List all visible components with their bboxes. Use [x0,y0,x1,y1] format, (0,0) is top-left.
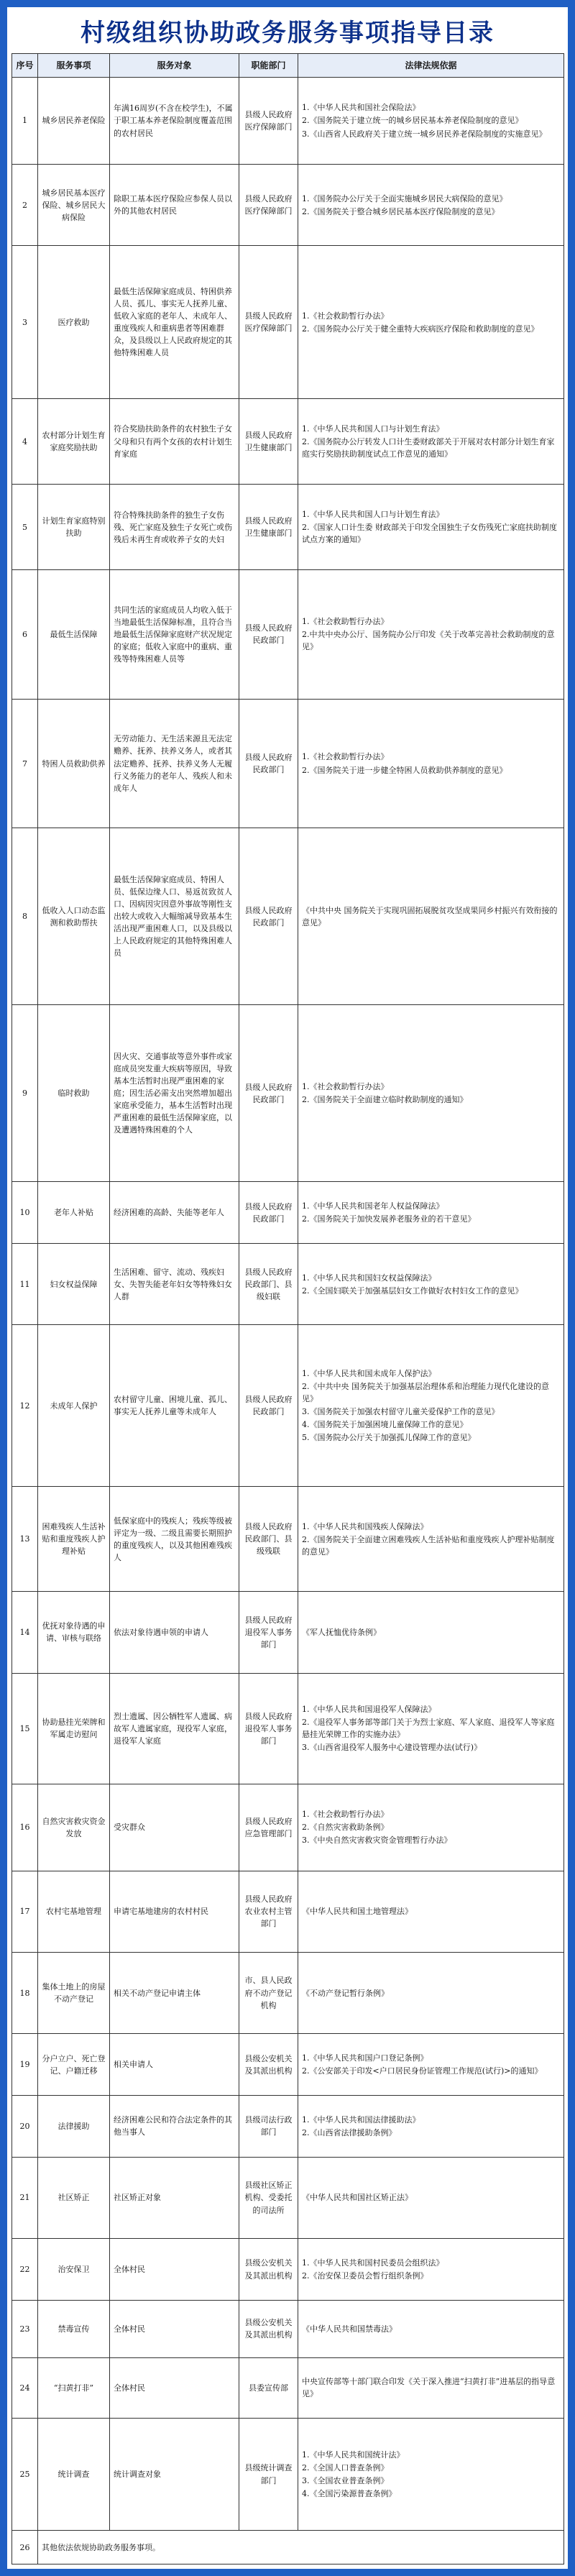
table-row [12,399,564,485]
row-target: 最低生活保障家庭成员、特困供养人员、孤儿、事实无人抚养儿童、低收入家庭的老年人、未成年人、重度残疾人和重病患者等困难群众，及县级以上人民政府规定的其他特殊困难人员 [110,246,239,399]
row-target: 全体村民 [110,2357,239,2418]
law-entry: 1.《中华人民共和国人口与计划生育法》 [302,510,444,520]
law-entry: 1.《社会救助暂行办法》 [302,617,389,627]
table-row [12,1871,564,1952]
table-row [12,1952,564,2033]
law-entry: 2.《自然灾害救助条例》 [302,1823,389,1833]
law-entry: 《中华人民共和国土地管理法》 [302,1907,413,1917]
row-item: 困难残疾人生活补贴和重度残疾人护理补贴 [38,1486,110,1591]
row-item: 禁毒宣传 [38,2300,110,2357]
header-laws: 法律法规依据 [298,54,564,78]
table-row [12,2300,564,2357]
row-laws [298,399,564,485]
row-target: 统计调查对象 [110,2418,239,2530]
row-laws [298,2096,564,2158]
table-row [12,1325,564,1486]
row-item: 农村部分计划生育家庭奖励扶助 [38,399,110,485]
row-laws [298,1952,564,2033]
row-target: 依法对象待遇申领的申请人 [110,1592,239,1673]
law-entry: 《中华人民共和国社区矫正法》 [302,2193,413,2203]
row-dept: 县级人民政府民政部门 [239,1325,298,1486]
row-no: 24 [12,2357,38,2418]
row-laws [298,485,564,570]
row-item: 老年人补贴 [38,1182,110,1244]
row-target: 生活困难、留守、流动、残疾妇女、失智失能老年妇女等特殊妇女人群 [110,1244,239,1325]
row-laws [298,2034,564,2096]
law-entry: 1.《中华人民共和国妇女权益保障法》 [302,1273,436,1283]
row-no: 5 [12,485,38,570]
row-target: 低保家庭中的残疾人；残疾等级被评定为一级、二级且需要长期照护的重度残疾人，以及其他困难残疾人 [110,1486,239,1591]
law-entry: 1.《国务院办公厅关于全面实施城乡居民大病保险的意见》 [302,193,507,203]
row-no: 19 [12,2034,38,2096]
law-entry: 《不动产登记暂行条例》 [302,1988,389,1998]
row-dept: 县级司法行政部门 [239,2096,298,2158]
law-entry: 2.《中共中央 国务院关于加强基层治理体系和治理能力现代化建设的意见》 [302,1382,549,1404]
law-entry: 中央宣传部等十部门联合印发《关于深入推进“扫黄打非”进基层的指导意见》 [302,2377,556,2399]
row-dept: 县级公安机关及其派出机构 [239,2300,298,2357]
row-laws [298,570,564,700]
law-entry: 3.《山西省退役军人服务中心建设管理办法(试行)》 [302,1743,482,1753]
law-entry: 2.《国务院关于建立统一的城乡居民基本养老保险制度的意见》 [302,116,523,126]
row-laws [298,828,564,1005]
row-laws [298,699,564,828]
row-no: 13 [12,1486,38,1591]
row-dept: 县级人民政府医疗保障部门 [239,78,298,165]
row-no: 23 [12,2300,38,2357]
row-no: 16 [12,1784,38,1871]
row-dept: 县级公安机关及其派出机构 [239,2239,298,2301]
header-item: 服务事项 [38,54,110,78]
row-no: 14 [12,1592,38,1673]
row-dept: 县级人民政府退役军人事务部门 [239,1592,298,1673]
row-target: 共同生活的家庭成员人均收入低于当地最低生活保障标准，且符合当地最低生活保障家庭财产状况规定的家庭；低收入家庭中的重病、重残等特殊困难人员等 [110,570,239,700]
row-laws [298,78,564,165]
row-item: 计划生育家庭特别扶助 [38,485,110,570]
row-dept: 县级人民政府农业农村主管部门 [239,1871,298,1952]
row-dept: 市、县人民政府不动产登记机构 [239,1952,298,2033]
document-frame [7,7,568,2569]
row-item: “扫黄打非” [38,2357,110,2418]
footer-no: 26 [12,2531,38,2564]
law-entry: 1.《社会救助暂行办法》 [302,1810,389,1820]
header-dept: 职能部门 [239,54,298,78]
row-item: 农村宅基地管理 [38,1871,110,1952]
table-row [12,165,564,246]
row-laws [298,2357,564,2418]
table-row [12,2239,564,2301]
row-item: 低收入人口动态监测和救助帮扶 [38,828,110,1005]
law-entry: 3.《全国农业普查条例》 [302,2476,389,2486]
law-entry: 1.《中华人民共和国社会保险法》 [302,103,420,113]
row-no: 2 [12,165,38,246]
row-laws [298,1673,564,1784]
row-target: 烈士遗属、因公牺牲军人遗属、病故军人遗属家庭，现役军人家庭，退役军人家庭 [110,1673,239,1784]
row-no: 18 [12,1952,38,2033]
row-dept: 县级人民政府民政部门 [239,1182,298,1244]
row-dept: 县级人民政府应急管理部门 [239,1784,298,1871]
row-target: 符合特殊扶助条件的独生子女伤残、死亡家庭及独生子女死亡或伤残后未再生育或收养子女的夫妇 [110,485,239,570]
row-item: 治安保卫 [38,2239,110,2301]
row-target: 全体村民 [110,2300,239,2357]
law-entry: 1.《中华人民共和国残疾人保障法》 [302,1521,428,1531]
law-entry: 3.《中央自然灾害救灾资金管理暂行办法》 [302,1835,452,1846]
table-row [12,485,564,570]
row-laws [298,1325,564,1486]
table-row [12,1005,564,1182]
row-item: 城乡居民养老保险 [38,78,110,165]
row-item: 统计调查 [38,2418,110,2530]
table-row [12,1244,564,1325]
table-row [12,78,564,165]
table-row [12,2357,564,2418]
law-entry: 1.《中华人民共和国法律援助法》 [302,2114,420,2124]
table-row [12,699,564,828]
law-entry: 3.《山西省人民政府关于建立统一城乡居民养老保险制度的实施意见》 [302,129,547,139]
row-target: 社区矫正对象 [110,2157,239,2238]
table-row [12,2034,564,2096]
law-entry: 1.《中华人民共和国未成年人保护法》 [302,1369,436,1378]
law-entry: 1.《社会救助暂行办法》 [302,311,389,321]
law-entry: 2.《国务院关于全面建立临时救助制度的通知》 [302,1095,468,1105]
row-item: 法律援助 [38,2096,110,2158]
law-entry: 4.《国务院关于加强困境儿童保障工作的意见》 [302,1420,468,1430]
row-dept: 县级人民政府民政部门 [239,828,298,1005]
row-no: 11 [12,1244,38,1325]
law-entry: 1.《中华人民共和国老年人权益保障法》 [302,1201,444,1211]
row-target: 因火灾、交通事故等意外事件或家庭成员突发重大疾病等原因，导致基本生活暂时出现严重困难的家庭；因生活必需支出突然增加超出家庭承受能力，基本生活暂时出现严重困难的最低生活保障家庭，以及遭遇特殊困难的个人 [110,1005,239,1182]
row-laws [298,1182,564,1244]
table-row [12,2096,564,2158]
row-laws [298,1244,564,1325]
row-target: 最低生活保障家庭成员、特困人员、低保边缘人口、易返贫致贫人口、因病因灾因意外事故等刚性支出较大或收入大幅缩减导致基本生活出现严重困难人口，以及县级以上人民政府规定的其他特殊困难人员 [110,828,239,1005]
table-row [12,828,564,1005]
row-dept: 县级人民政府民政部门 [239,1005,298,1182]
row-laws [298,2300,564,2357]
row-no: 17 [12,1871,38,1952]
law-entry: 4.《全国污染源普查条例》 [302,2489,397,2499]
row-laws [298,1784,564,1871]
row-dept: 县级人民政府医疗保障部门 [239,165,298,246]
row-laws [298,1486,564,1591]
table-row [12,2157,564,2238]
row-target: 经济困难的高龄、失能等老年人 [110,1182,239,1244]
law-entry: 2.《国务院关于全面建立困难残疾人生活补贴和重度残疾人护理补贴制度的意见》 [302,1534,555,1557]
row-no: 20 [12,2096,38,2158]
law-entry: 2.《国务院关于加快发展养老服务业的若干意见》 [302,1214,476,1224]
row-item: 社区矫正 [38,2157,110,2238]
row-item: 协助悬挂光荣牌和军属走访慰问 [38,1673,110,1784]
law-entry: 2.《公安部关于印发<户口居民身份证管理工作规范(试行)>的通知》 [302,2066,543,2076]
table-footer-row [12,2531,564,2564]
header-target: 服务对象 [110,54,239,78]
row-item: 妇女权益保障 [38,1244,110,1325]
law-entry: 2.《国家人口计生委 财政部关于印发全国独生子女伤残死亡家庭扶助制度试点方案的通知》 [302,523,557,545]
row-target: 经济困难公民和符合法定条件的其他当事人 [110,2096,239,2158]
row-target: 全体村民 [110,2239,239,2301]
law-entry: 2.《国务院关于进一步健全特困人员救助供养制度的意见》 [302,765,507,775]
row-target: 相关不动产登记申请主体 [110,1952,239,2033]
row-no: 7 [12,699,38,828]
row-target: 除职工基本医疗保险应参保人员以外的其他农村居民 [110,165,239,246]
row-item: 医疗救助 [38,246,110,399]
row-item: 分户立户、死亡登记、户籍迁移 [38,2034,110,2096]
row-target: 农村留守儿童、困境儿童、孤儿、事实无人抚养儿童等未成年人 [110,1325,239,1486]
law-entry: 1.《社会救助暂行办法》 [302,1082,389,1092]
row-dept: 县委宣传部 [239,2357,298,2418]
row-dept: 县级统计调查部门 [239,2418,298,2530]
law-entry: 1.《社会救助暂行办法》 [302,752,389,762]
table-row [12,570,564,700]
law-entry: 1.《中华人民共和国统计法》 [302,2449,405,2460]
row-laws [298,1871,564,1952]
table-row [12,246,564,399]
row-item: 临时救助 [38,1005,110,1182]
table-row [12,1486,564,1591]
law-entry: 3.《国务院关于加强农村留守儿童关爱保护工作的意见》 [302,1407,500,1417]
row-dept: 县级人民政府医疗保障部门 [239,246,298,399]
row-item: 最低生活保障 [38,570,110,700]
row-no: 6 [12,570,38,700]
law-entry: 1.《中华人民共和国人口与计划生育法》 [302,423,444,434]
row-no: 9 [12,1005,38,1182]
table-row [12,1182,564,1244]
service-table [12,53,564,2564]
row-laws [298,165,564,246]
row-dept: 县级人民政府民政部门、县级残联 [239,1486,298,1591]
row-no: 10 [12,1182,38,1244]
row-dept: 县级人民政府卫生健康部门 [239,399,298,485]
row-laws [298,1005,564,1182]
row-dept: 县级人民政府退役军人事务部门 [239,1673,298,1784]
row-item: 自然灾害救灾资金发放 [38,1784,110,1871]
law-entry: 2.《治安保卫委员会暂行组织条例》 [302,2271,428,2281]
row-target: 相关申请人 [110,2034,239,2096]
row-no: 4 [12,399,38,485]
row-dept: 县级人民政府民政部门、县级妇联 [239,1244,298,1325]
row-dept: 县级社区矫正机构、受委托的司法所 [239,2157,298,2238]
row-no: 25 [12,2418,38,2530]
law-entry: 1.《中华人民共和国户口登记条例》 [302,2053,428,2063]
row-item: 集体土地上的房屋不动产登记 [38,1952,110,2033]
row-laws [298,1592,564,1673]
law-entry: 2.中共中央办公厅、国务院办公厅印发《关于改革完善社会救助制度的意见》 [302,630,555,652]
row-target: 无劳动能力、无生活来源且无法定赡养、抚养、扶养义务人，或者其法定赡养、抚养、扶养义务人无履行义务能力的老年人、残疾人和未成年人 [110,699,239,828]
table-row [12,1673,564,1784]
row-dept: 县级人民政府民政部门 [239,699,298,828]
row-laws [298,2157,564,2238]
row-laws [298,246,564,399]
law-entry: 《中华人民共和国禁毒法》 [302,2324,397,2334]
law-entry: 5.《国务院办公厅关于加强孤儿保障工作的意见》 [302,1433,476,1443]
law-entry: 2.《退役军人事务部等部门关于为烈士家庭、军人家庭、退役军人等家庭悬挂光荣牌工作的实施办法》 [302,1718,555,1740]
law-entry: 2.《国务院办公厅关于健全重特大疾病医疗保险和救助制度的意见》 [302,324,539,334]
law-entry: 1.《中华人民共和国退役军人保障法》 [302,1705,436,1715]
row-item: 特困人员救助供养 [38,699,110,828]
row-item: 未成年人保护 [38,1325,110,1486]
law-entry: 2.《全国妇联关于加强基层妇女工作做好农村妇女工作的意见》 [302,1285,523,1296]
law-entry: 2.《全国人口普查条例》 [302,2462,389,2472]
page-title: 村级组织协助政务服务事项指导目录 [80,18,494,47]
row-laws [298,2418,564,2530]
row-dept: 县级人民政府民政部门 [239,570,298,700]
row-no: 12 [12,1325,38,1486]
row-no: 3 [12,246,38,399]
row-no: 22 [12,2239,38,2301]
row-dept: 县级公安机关及其派出机构 [239,2034,298,2096]
law-entry: 2.《国务院办公厅转发人口计生委财政部关于开展对农村部分计划生育家庭实行奖励扶助制度试点工作意见的通知》 [302,437,555,459]
row-no: 15 [12,1673,38,1784]
row-dept: 县级人民政府卫生健康部门 [239,485,298,570]
table-header-row [12,54,564,78]
row-target: 年满16周岁(不含在校学生)，不属于职工基本养老保险制度覆盖范围的农村居民 [110,78,239,165]
row-no: 21 [12,2157,38,2238]
law-entry: 《军人抚恤优待条例》 [302,1627,381,1637]
row-no: 8 [12,828,38,1005]
row-target: 申请宅基地建房的农村村民 [110,1871,239,1952]
row-no: 1 [12,78,38,165]
row-item: 优抚对象待遇的申请、审核与联络 [38,1592,110,1673]
table-row [12,1592,564,1673]
law-entry: 《中共中央 国务院关于实现巩固拓展脱贫攻坚成果同乡村振兴有效衔接的意见》 [302,905,558,927]
table-row [12,2418,564,2530]
law-entry: 2.《山西省法律援助条例》 [302,2127,397,2137]
row-laws [298,2239,564,2301]
row-target: 符合奖励扶助条件的农村独生子女父母和只有两个女孩的农村计划生育家庭 [110,399,239,485]
law-entry: 1.《中华人民共和国村民委员会组织法》 [302,2258,444,2268]
row-target: 受灾群众 [110,1784,239,1871]
table-row [12,1784,564,1871]
footer-text: 其他依法依规协助政务服务事项。 [38,2531,564,2564]
header-no: 序号 [12,54,38,78]
row-item: 城乡居民基本医疗保险、城乡居民大病保险 [38,165,110,246]
law-entry: 2.《国务院关于整合城乡居民基本医疗保险制度的意见》 [302,206,500,216]
